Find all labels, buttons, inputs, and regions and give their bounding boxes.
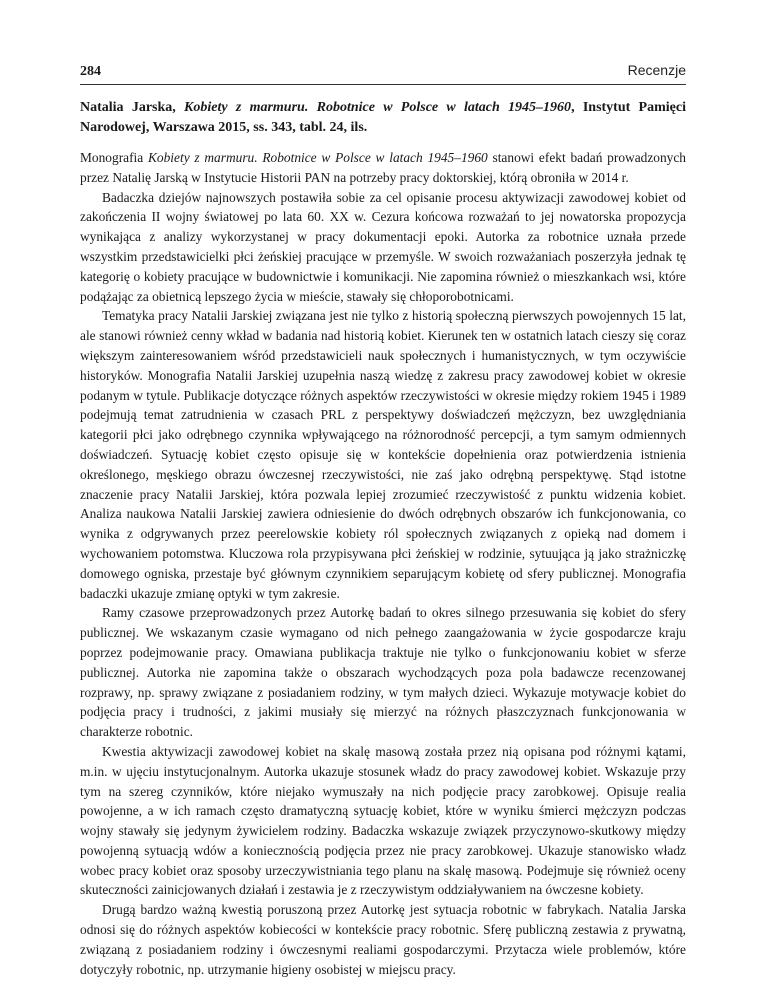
review-citation xyxy=(80,98,686,138)
citation-author: Natalia Jarska, xyxy=(80,100,185,115)
paragraph-5: Kwestia aktywizacji zawodowej kobiet na skalę masową została przez nią opisana pod różnymi kątami, m.in. w ujęciu instytucjonalnym. Autorka ukazuje stosunek władz do pracy zawodowej kobiet. Wskazuje przy tym na szereg czynników, które niejako wymuszały na nich podjęcie pracy zarobkowej. Opisuje realia powojenne, a w ich ramach często dramatyczną sytuację kobiet, które w wyniku śmierci mężczyzn podczas wojny stawały się jedynym żywicielem rodziny. Badaczka wskazuje związek przyczynowo-skutkowy między powojenną sytuacją wdów a koniecznością podjęcia przez nie pracy zarobkowej. Ukazuje stanowisko władz wobec pracy kobiet oraz sposoby urzeczywistniania tego planu na skalę masową. Podejmuje się również oceny skuteczności zainicjowanych działań i zestawia je z rzeczywistym oddziaływaniem na ówczesne kobiety. xyxy=(80,743,686,898)
page-number: 284 xyxy=(80,64,101,79)
running-header xyxy=(80,62,686,82)
paragraph-1 xyxy=(80,148,686,188)
citation-details: , Instytut Pamięci Narodowej, Warszawa 2015, ss. 343, tabl. 24, ils. xyxy=(80,100,686,135)
paragraph-6: Drugą bardzo ważną kwestią poruszoną przez Autorkę jest sytuacja robotnic w fabrykach. Natalia Jarska odnosi się do różnych aspektów kobiecości w kontekście pracy robotnic. Sferę publiczną zestawia z prywatną, związaną z posiadaniem rodziny i ówczesnymi realiami gospodarczymi. Przytacza wiele problemów, które dotyczyły robotnic, np. utrzymanie higieny osobistej w miejscu pracy. xyxy=(80,902,686,977)
paragraph-1-rest: stanowi efekt badań prowadzonych przez Natalię Jarską w Instytucie Historii PAN na potrzeby pracy doktorskiej, którą obroniła w 2014 r. xyxy=(80,150,687,185)
paragraph-1-lead: Monografia xyxy=(80,150,148,165)
paragraph-3: Tematyka pracy Natalii Jarskiej związana jest nie tylko z historią społeczną pierwszych powojennych 15 lat, ale stanowi również cenny wkład w badania nad historią kobiet. Kierunek ten w ostatnich latach cieszy się coraz większym zainteresowaniem wśród przedstawicieli nauk społecznych i humanistycznych, w tym oczywiście historyków. Monografia Natalii Jarskiej uzupełnia naszą wiedzę z zakresu pracy zawodowej kobiet w okresie podanym w tytule. Publikacje dotyczące różnych aspektów rzeczywistości w okresie między rokiem 1945 i 1989 podejmują temat zatrudnienia w czasach PRL z perspektywy doświadczeń mężczyzn, bez uwzględniania kategorii płci jako odrębnego czynnika wpływającego na różnorodność percepcji, a tym samym odmiennych doświadczeń. Sytuację kobiet często opisuje się w kontekście dopełnienia oraz potwierdzenia istnienia określonego, męskiego obrazu ówczesnej rzeczywistości, nie zaś jako odrębną perspektywę. Stąd istotne znaczenie pracy Natalii Jarskiej, która pozwala lepiej zrozumieć rzeczywistość z punktu widzenia kobiet. Analiza naukowa Natalii Jarskiej zawiera odniesienie do dwóch odrębnych obszarów ich funkcjonowania, co wynika z odgrywanych przez peerelowskie kobiety ról społecznych związanych z opieką nad domem i wychowaniem potomstwa. Kluczowa rola przypisywana płci żeńskiej w rodzinie, sytuująca ją jako strażniczkę domowego ogniska, przestaje być głównym czynnikiem separującym kobietę od sfery publicznej. Monografia badaczki ukazuje zmianę optyki w tym zakresie. xyxy=(80,308,686,601)
section-title: Recenzje xyxy=(627,62,686,78)
paragraph-2: Badaczka dziejów najnowszych postawiła sobie za cel opisanie procesu aktywizacji zawodowej kobiet od zakończenia II wojny światowej po lata 60. XX w. Cezura końcowa rozważań to jej nowatorska propozycja wynikająca z analizy wykorzystanej w pracy dokumentacji epoki. Autorka za robotnice uznała przede wszystkim przedstawicielki płci żeńskiej pracujące w przemyśle. W swoich rozważaniach poszerzyła jednak tę kategorię o kobiety pracujące w budownictwie i komunikacji. Nie zapomina również o mieszkankach wsi, które podążając za obietnicą lepszego życia w mieście, stawały się chłoporobotnicami. xyxy=(80,189,686,304)
citation-title: Kobiety z marmuru. Robotnice w Polsce w latach 1945–1960 xyxy=(184,100,572,115)
book-title: Kobiety z marmuru. Robotnice w Polsce w latach 1945–1960 xyxy=(147,150,488,165)
paragraph-4: Ramy czasowe przeprowadzonych przez Autorkę badań to okres silnego przesuwania się kobiet do sfery publicznej. We wskazanym czasie wymagano od nich pełnego zaangażowania w życie gospodarcze kraju poprzez podejmowanie pracy. Omawiana publikacja traktuje nie tylko o funkcjonowaniu kobiet w sferze publicznej. Autorka nie zapomina także o obszarach wychodzących poza pola badawcze recenzowanej rozprawy, np. sprawy związane z posiadaniem rodziny, w tym małych dzieci. Wykazuje motywacje kobiet do podjęcia pracy i trudności, z jakimi musiały się mierzyć na różnych płaszczyznach funkcjonowania w charakterze robotnic. xyxy=(80,605,686,740)
review-body xyxy=(80,148,686,979)
header-rule xyxy=(80,84,686,85)
